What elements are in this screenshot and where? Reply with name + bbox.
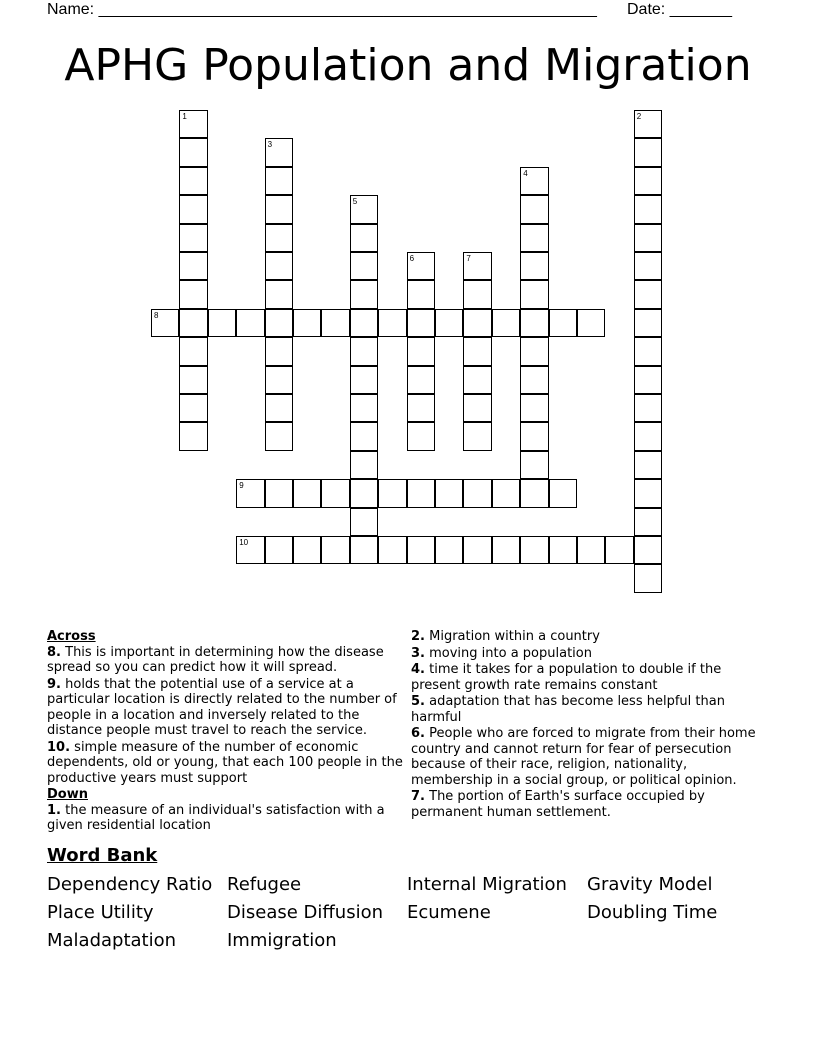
grid-cell[interactable] <box>634 167 662 195</box>
grid-cell[interactable] <box>549 479 577 507</box>
clue-number: 4 <box>523 168 528 178</box>
grid-cell[interactable] <box>350 366 378 394</box>
grid-cell[interactable] <box>179 167 207 195</box>
grid-cell[interactable] <box>265 422 293 450</box>
grid-cell[interactable] <box>350 195 378 223</box>
across-heading: Across <box>47 629 96 644</box>
clue-number: 2 <box>636 112 642 121</box>
grid-cell[interactable] <box>265 195 293 223</box>
clue-down-5: 5. adaptation that has become less helpful than harmful <box>411 694 725 725</box>
grid-cell[interactable] <box>407 422 435 450</box>
grid-cell[interactable] <box>520 479 548 507</box>
grid-cell[interactable] <box>463 309 491 337</box>
grid-cell[interactable] <box>634 138 662 166</box>
clue-number: 1 <box>182 112 187 121</box>
grid-cell[interactable] <box>407 479 435 507</box>
date-field-label: Date: _______ <box>627 1 732 18</box>
grid-cell[interactable] <box>407 337 435 365</box>
grid-cell[interactable] <box>520 394 548 422</box>
grid-cell[interactable] <box>634 110 662 138</box>
grid-cell[interactable] <box>634 224 662 252</box>
word-bank-item: Doubling Time <box>587 902 718 923</box>
grid-cell[interactable] <box>179 195 207 223</box>
grid-cell[interactable] <box>520 167 548 195</box>
grid-cell[interactable] <box>179 252 207 280</box>
grid-cell[interactable] <box>634 479 662 507</box>
grid-cell[interactable] <box>520 451 548 479</box>
grid-cell[interactable] <box>321 309 349 337</box>
grid-cell[interactable] <box>265 167 293 195</box>
grid-cell[interactable] <box>634 337 662 365</box>
grid-cell[interactable] <box>463 394 491 422</box>
clue-number: 8 <box>154 310 159 320</box>
grid-cell[interactable] <box>634 422 662 450</box>
grid-cell[interactable] <box>350 451 378 479</box>
grid-cell[interactable] <box>208 309 236 337</box>
clue-down-6: 6. People who are forced to migrate from their home country and cannot return for fear of persecution because of their race, religion, nationality, membership in a social group, or political opinion. <box>411 726 756 788</box>
word-bank-item: Internal Migration <box>407 874 567 895</box>
grid-cell[interactable] <box>378 479 406 507</box>
grid-cell[interactable] <box>179 280 207 308</box>
grid-cell[interactable] <box>407 252 435 280</box>
grid-cell[interactable] <box>378 536 406 564</box>
grid-cell[interactable] <box>350 337 378 365</box>
page-title: APHG Population and Migration <box>64 40 752 91</box>
grid-cell[interactable] <box>179 110 207 138</box>
grid-cell[interactable] <box>151 309 179 337</box>
grid-cell[interactable] <box>634 309 662 337</box>
grid-cell[interactable] <box>577 536 605 564</box>
clues-column-left <box>47 629 409 835</box>
grid-cell[interactable] <box>463 337 491 365</box>
grid-cell[interactable] <box>265 309 293 337</box>
grid-cell[interactable] <box>520 195 548 223</box>
grid-cell[interactable] <box>293 309 321 337</box>
clue-number: 10 <box>239 538 249 547</box>
grid-cell[interactable] <box>265 224 293 252</box>
grid-cell[interactable] <box>179 422 207 450</box>
name-field-label: Name: ________________________________________________________ <box>47 1 597 18</box>
word-bank <box>47 874 767 952</box>
word-bank-item: Refugee <box>227 874 302 895</box>
grid-cell[interactable] <box>634 366 662 394</box>
word-bank-title: Word Bank <box>47 845 158 866</box>
clues-column-right <box>411 629 761 821</box>
grid-cell[interactable] <box>179 337 207 365</box>
grid-cell[interactable] <box>435 309 463 337</box>
grid-cell[interactable] <box>520 366 548 394</box>
grid-cell[interactable] <box>634 195 662 223</box>
clue-down-1: 1. the measure of an individual's satisfaction with a given residential location <box>47 802 385 833</box>
grid-cell[interactable] <box>407 394 435 422</box>
grid-cell[interactable] <box>407 536 435 564</box>
grid-cell[interactable] <box>463 479 491 507</box>
word-bank-item: Gravity Model <box>587 874 713 895</box>
grid-cell[interactable] <box>549 309 577 337</box>
grid-cell[interactable] <box>492 309 520 337</box>
grid-cell[interactable] <box>520 422 548 450</box>
grid-cell[interactable] <box>350 309 378 337</box>
grid-cell[interactable] <box>179 224 207 252</box>
down-heading: Down <box>47 787 88 802</box>
grid-cell[interactable] <box>634 536 662 564</box>
clue-number: 7 <box>466 254 471 263</box>
grid-cell[interactable] <box>265 479 293 507</box>
word-bank-item: Ecumene <box>407 902 491 923</box>
grid-cell[interactable] <box>350 394 378 422</box>
clue-down-4: 4. time it takes for a population to double if the present growth rate remains constant <box>411 662 722 693</box>
clue-down-2: 2. Migration within a country <box>411 629 600 644</box>
grid-cell[interactable] <box>265 536 293 564</box>
grid-cell[interactable] <box>179 309 207 337</box>
grid-cell[interactable] <box>634 564 662 592</box>
clue-down-7: 7. The portion of Earth's surface occupied by permanent human settlement. <box>411 789 705 820</box>
grid-cell[interactable] <box>634 280 662 308</box>
grid-cell[interactable] <box>605 536 633 564</box>
word-bank-item: Immigration <box>227 930 337 951</box>
grid-cell[interactable] <box>463 366 491 394</box>
grid-cell[interactable] <box>321 536 349 564</box>
grid-cell[interactable] <box>463 422 491 450</box>
grid-cell[interactable] <box>520 536 548 564</box>
grid-cell[interactable] <box>435 536 463 564</box>
grid-cell[interactable] <box>520 337 548 365</box>
grid-cell[interactable] <box>634 508 662 536</box>
clue-number: 3 <box>267 140 273 150</box>
grid-cell[interactable] <box>549 536 577 564</box>
grid-cell[interactable] <box>378 309 406 337</box>
grid-cell[interactable] <box>265 337 293 365</box>
grid-cell[interactable] <box>435 479 463 507</box>
word-bank-item: Maladaptation <box>47 930 177 951</box>
grid-cell[interactable] <box>463 252 491 280</box>
grid-cell[interactable] <box>463 536 491 564</box>
grid-cell[interactable] <box>520 252 548 280</box>
word-bank-item: Disease Diffusion <box>227 902 383 923</box>
grid-cell[interactable] <box>520 280 548 308</box>
grid-cell[interactable] <box>407 309 435 337</box>
grid-cell[interactable] <box>236 309 264 337</box>
grid-cell[interactable] <box>179 138 207 166</box>
grid-cell[interactable] <box>293 536 321 564</box>
word-bank-item: Place Utility <box>47 902 154 923</box>
grid-cell[interactable] <box>265 394 293 422</box>
grid-cell[interactable] <box>634 394 662 422</box>
clue-down-3: 3. moving into a population <box>411 645 592 661</box>
grid-cell[interactable] <box>179 366 207 394</box>
clue-number: 9 <box>239 481 244 491</box>
clue-across-10: 10. simple measure of the number of economic dependents, old or young, that each 100 people in the productive years must support <box>47 739 403 786</box>
grid-cell[interactable] <box>265 366 293 394</box>
grid-cell[interactable] <box>350 536 378 564</box>
grid-cell[interactable] <box>265 138 293 166</box>
grid-cell[interactable] <box>265 252 293 280</box>
grid-cell[interactable] <box>236 479 264 507</box>
grid-cell[interactable] <box>577 309 605 337</box>
grid-cell[interactable] <box>293 479 321 507</box>
grid-cell[interactable] <box>492 479 520 507</box>
clue-number: 6 <box>409 254 415 263</box>
grid-cell[interactable] <box>520 224 548 252</box>
grid-cell[interactable] <box>350 422 378 450</box>
grid-cell[interactable] <box>350 224 378 252</box>
grid-cell[interactable] <box>350 280 378 308</box>
grid-cell[interactable] <box>236 536 264 564</box>
word-bank-item: Dependency Ratio <box>47 874 213 895</box>
grid-cell[interactable] <box>520 309 548 337</box>
grid-cell[interactable] <box>492 536 520 564</box>
grid-cell[interactable] <box>350 508 378 536</box>
clue-across-9: 9. holds that the potential use of a service at a particular location is directly related to the number of people in a location and inversely related to the distance people must travel to reach the service. <box>47 676 397 738</box>
grid-cell[interactable] <box>350 252 378 280</box>
grid-cell[interactable] <box>407 366 435 394</box>
grid-cell[interactable] <box>350 479 378 507</box>
clue-across-8: 8. This is important in determining how the disease spread so you can predict how it will spread. <box>47 644 384 675</box>
grid-cell[interactable] <box>407 280 435 308</box>
grid-cell[interactable] <box>265 280 293 308</box>
grid-cell[interactable] <box>634 252 662 280</box>
clue-number: 5 <box>352 197 358 207</box>
grid-cell[interactable] <box>321 479 349 507</box>
grid-cell[interactable] <box>179 394 207 422</box>
grid-cell[interactable] <box>634 451 662 479</box>
grid-cell[interactable] <box>463 280 491 308</box>
